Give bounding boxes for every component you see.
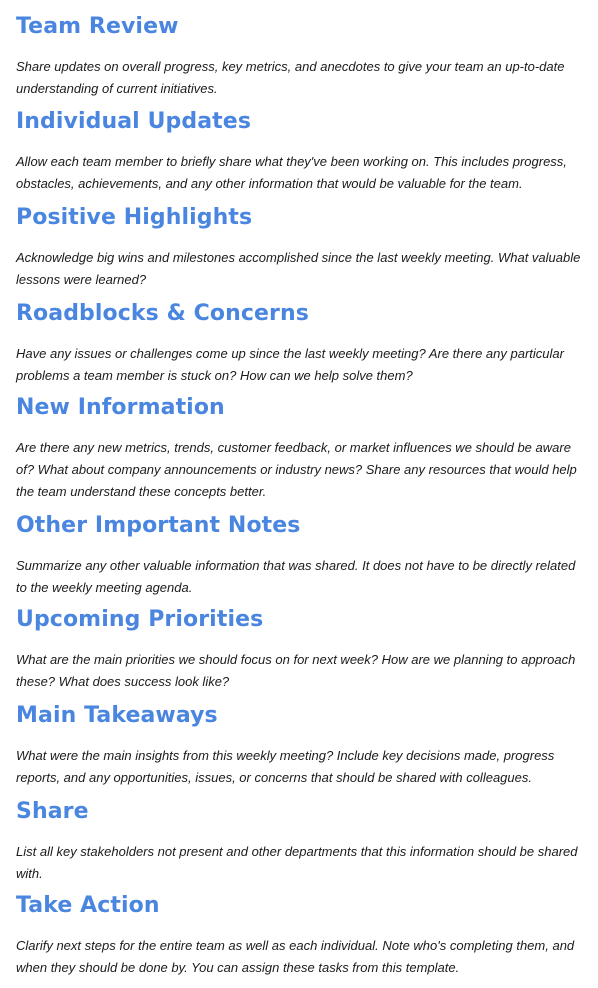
section-description: Acknowledge big wins and milestones accomplished since the last weekly meeting. What valuable lessons were learned?: [16, 250, 581, 287]
section-heading: Roadblocks & Concerns: [16, 301, 309, 326]
section-heading: Share: [16, 799, 89, 824]
section-description: Allow each team member to briefly share what they've been working on. This includes progress, obstacles, achievements, and any other information that would be valuable for the team.: [16, 154, 567, 191]
section-heading: Other Important Notes: [16, 513, 301, 538]
section-heading: New Information: [16, 395, 225, 420]
section-share: [16, 797, 586, 881]
section-description: Share updates on overall progress, key metrics, and anecdotes to give your team an up-to-date understanding of current initiatives.: [16, 59, 565, 96]
section-description: Clarify next steps for the entire team as well as each individual. Note who's completing them, and when they should be done by. You can assign these tasks from this template.: [16, 938, 575, 975]
section-description: Are there any new metrics, trends, customer feedback, or market influences we should be aware of? What about company announcements or industry news? Share any resources that would help the team understand these concepts better.: [16, 440, 577, 499]
section-description: What were the main insights from this weekly meeting? Include key decisions made, progress reports, and any opportunities, issues, or concerns that should be shared with colleagues.: [16, 748, 555, 785]
section-description: List all key stakeholders not present and other departments that this information should be shared with.: [16, 844, 578, 881]
section-roadblocks-concerns: [16, 299, 586, 383]
section-new-information: [16, 393, 586, 499]
section-individual-updates: [16, 107, 586, 191]
section-team-review: [16, 12, 586, 96]
section-other-important-notes: [16, 511, 586, 595]
section-heading: Take Action: [16, 893, 160, 918]
section-description: What are the main priorities we should focus on for next week? How are we planning to approach these? What does success look like?: [16, 652, 576, 689]
section-heading: Upcoming Priorities: [16, 607, 264, 632]
section-main-takeaways: [16, 701, 586, 785]
section-positive-highlights: [16, 203, 586, 287]
section-take-action: [16, 891, 586, 975]
section-heading: Individual Updates: [16, 109, 252, 134]
section-upcoming-priorities: [16, 605, 586, 689]
section-description: Have any issues or challenges come up since the last weekly meeting? Are there any particular problems a team member is stuck on? How can we help solve them?: [16, 346, 564, 383]
section-heading: Positive Highlights: [16, 205, 253, 230]
section-heading: Team Review: [16, 14, 179, 39]
section-description: Summarize any other valuable information that was shared. It does not have to be directly related to the weekly meeting agenda.: [16, 558, 576, 595]
section-heading: Main Takeaways: [16, 703, 218, 728]
